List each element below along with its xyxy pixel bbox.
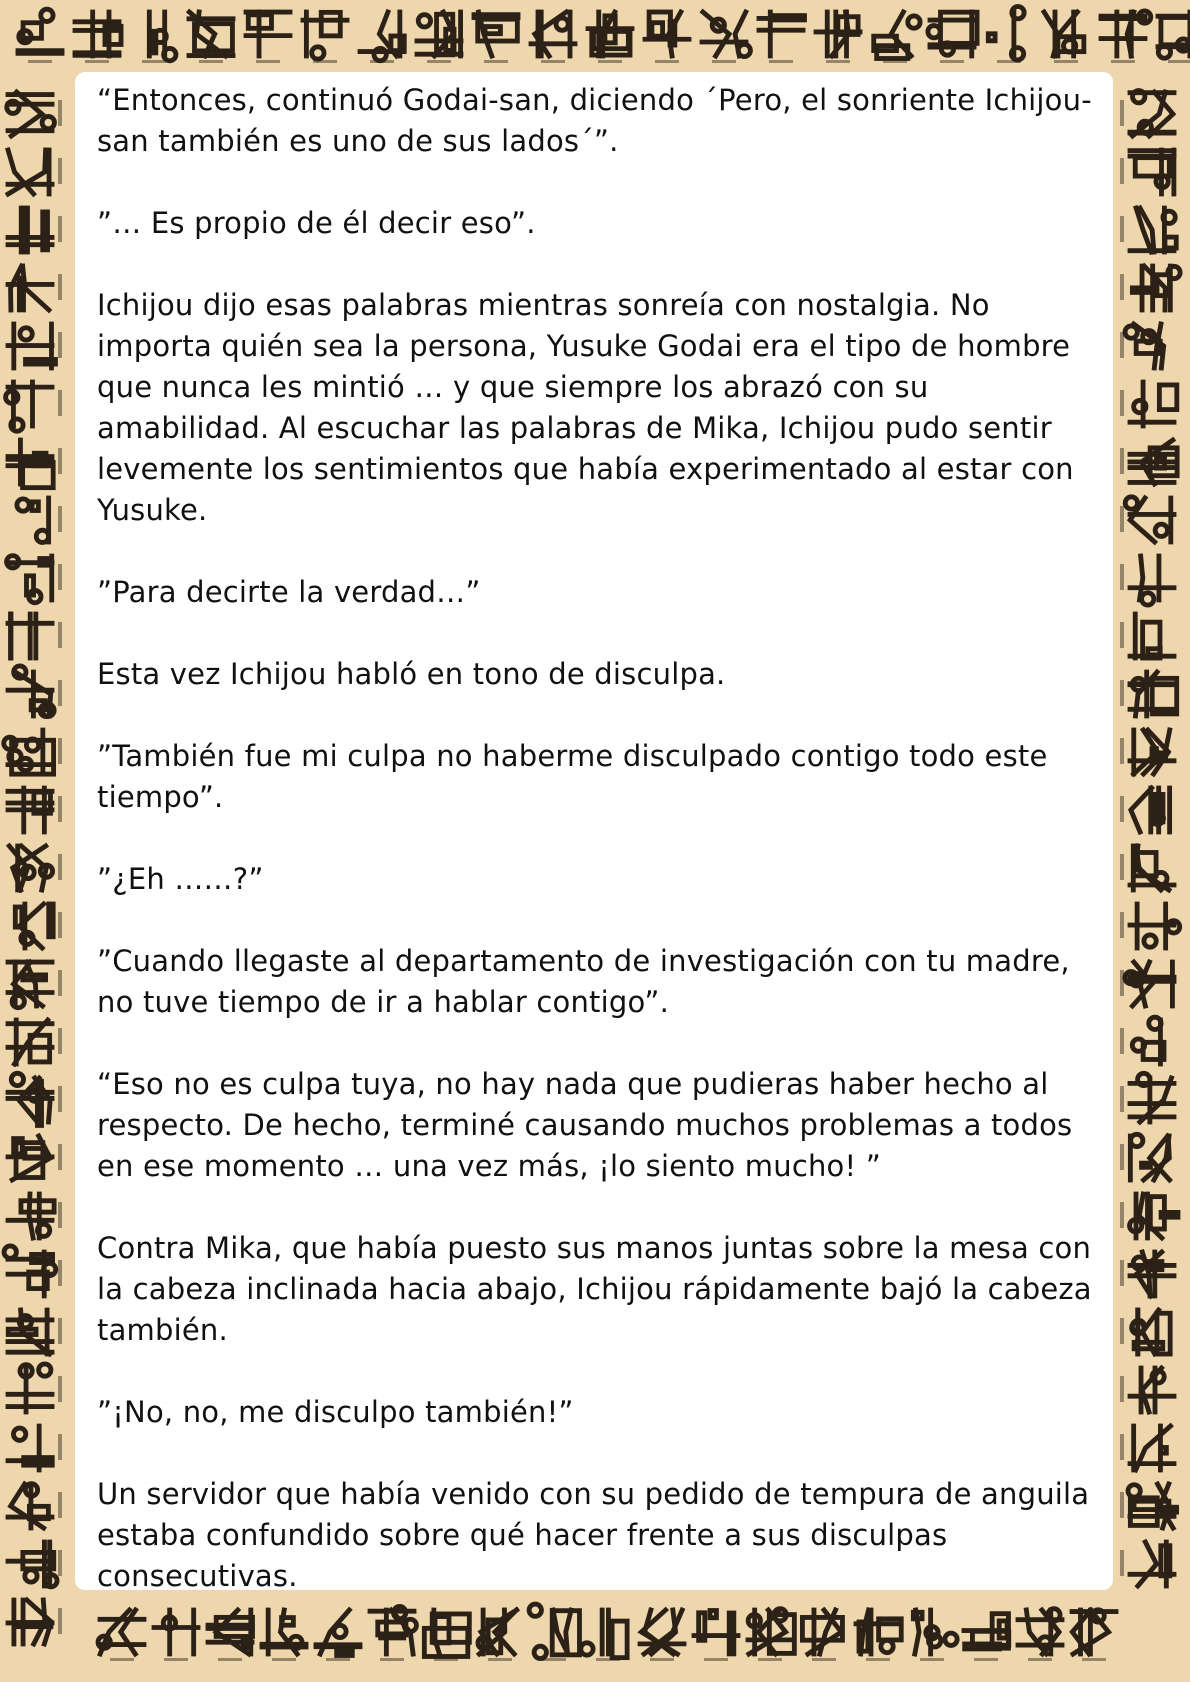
caption-marks-icon: [28, 60, 52, 63]
caption-marks-icon: [1120, 506, 1124, 532]
glyph-icon: [1130, 556, 1174, 605]
glyph-icon: [588, 12, 632, 56]
glyph-icon: [1132, 1310, 1171, 1354]
caption-marks-icon: [1120, 680, 1124, 706]
paragraph: Esta vez Ichijou habló en tono de disculpa.: [97, 657, 726, 691]
caption-marks-icon: [58, 738, 62, 764]
glyph-icon: [189, 12, 233, 56]
caption-marks-icon: [256, 60, 280, 63]
glyph-icon: [581, 1610, 627, 1658]
glyph-icon: [8, 1194, 54, 1238]
caption-marks-icon: [58, 796, 62, 822]
caption-marks-icon: [370, 60, 394, 63]
glyph-icon: [17, 498, 49, 542]
glyph-icon: [1072, 1610, 1116, 1654]
glyph-icon: [8, 962, 52, 1008]
caption-marks-icon: [1120, 448, 1124, 474]
caption-marks-icon: [1168, 60, 1190, 63]
caption-marks-icon: [58, 1028, 62, 1054]
glyph-icon: [8, 440, 53, 488]
caption-marks-icon: [712, 60, 736, 63]
glyph-icon: [7, 92, 55, 136]
glyph-icon: [8, 788, 52, 832]
paragraph: ”… Es propio de él decir eso”.: [97, 206, 536, 240]
glyph-icon: [816, 12, 860, 56]
glyph-icon: [8, 1600, 52, 1644]
glyph-icon: [1131, 788, 1170, 832]
glyph-icon: [988, 6, 1024, 59]
glyph-icon: [474, 12, 518, 56]
caption-marks-icon: [920, 1658, 944, 1661]
glyph-icon: [246, 12, 290, 56]
caption-marks-icon: [826, 60, 850, 63]
caption-marks-icon: [1028, 1658, 1052, 1661]
glyph-icon: [1130, 1194, 1178, 1238]
glyph-icon: [964, 1614, 1009, 1649]
glyph-icon: [154, 1610, 198, 1654]
caption-marks-icon: [58, 1376, 62, 1402]
caption-marks-icon: [58, 564, 62, 590]
caption-marks-icon: [164, 1658, 188, 1661]
glyph-icon: [1130, 1073, 1174, 1122]
caption-marks-icon: [1120, 970, 1124, 996]
glyph-icon: [645, 12, 689, 56]
caption-marks-icon: [596, 1658, 620, 1661]
caption-marks-icon: [769, 60, 793, 63]
glyph-icon: [8, 266, 52, 310]
glyph-icon: [7, 556, 52, 603]
glyph-icon: [8, 208, 52, 252]
paragraph: “Entonces, continuó Godai-san, diciendo ´Pero, el sonriente Ichijou-san también es uno de sus lados´”.: [97, 83, 1092, 158]
caption-marks-icon: [58, 912, 62, 938]
glyph-icon: [928, 12, 977, 56]
glyph-icon: [1130, 91, 1174, 136]
glyph-icon: [1018, 1609, 1062, 1654]
caption-marks-icon: [272, 1658, 296, 1661]
caption-marks-icon: [434, 1658, 458, 1661]
caption-marks-icon: [1120, 1550, 1124, 1576]
glyph-icon: [4, 730, 54, 774]
caption-marks-icon: [58, 970, 62, 996]
glyph-icon: [702, 12, 750, 57]
caption-marks-icon: [1120, 912, 1124, 938]
paragraph: Contra Mika, que había puesto sus manos juntas sobre la mesa con la cabeza inclinada hacia abajo, Ichijou rápidamente bajó la cabeza también.: [97, 1231, 1092, 1347]
text-page: [75, 72, 1113, 1593]
caption-marks-icon: [58, 158, 62, 184]
glyph-icon: [640, 1610, 684, 1654]
caption-marks-icon: [1111, 60, 1135, 63]
caption-marks-icon: [1120, 158, 1124, 184]
paragraph: ”¡No, no, me disculpo también!”: [97, 1395, 574, 1429]
glyph-icon: [262, 1610, 306, 1654]
glyph-icon: [8, 1136, 52, 1180]
caption-marks-icon: [427, 60, 451, 63]
caption-marks-icon: [1120, 216, 1124, 242]
glyph-icon: [1130, 904, 1180, 948]
paragraph: ”Cuando llegaste al departamento de investigación con tu madre, no tuve tiempo de ir a hablar contigo”.: [97, 944, 1070, 1019]
caption-marks-icon: [199, 60, 223, 63]
glyph-icon: [1130, 1542, 1174, 1586]
caption-marks-icon: [1120, 1376, 1124, 1402]
glyph-icon: [303, 12, 347, 59]
glyph-icon: [1130, 730, 1174, 774]
caption-marks-icon: [1120, 1434, 1124, 1460]
caption-marks-icon: [1054, 60, 1078, 63]
glyph-icon: [8, 1484, 52, 1528]
glyph-icon: [1125, 497, 1174, 542]
glyph-icon: [529, 1604, 579, 1658]
glyph-icon: [1158, 12, 1190, 58]
caption-marks-icon: [85, 60, 109, 63]
caption-marks-icon: [812, 1658, 836, 1661]
caption-marks-icon: [58, 1086, 62, 1112]
glyph-icon: [1130, 382, 1177, 426]
caption-marks-icon: [704, 1658, 728, 1661]
caption-marks-icon: [58, 506, 62, 532]
caption-marks-icon: [488, 1658, 512, 1661]
caption-marks-icon: [1120, 1086, 1124, 1112]
glyph-icon: [417, 12, 461, 56]
caption-marks-icon: [58, 390, 62, 416]
glyph-icon: [531, 12, 575, 56]
glyph-icon: [8, 614, 52, 658]
caption-marks-icon: [313, 60, 337, 63]
glyph-icon: [8, 324, 55, 368]
caption-marks-icon: [110, 1658, 134, 1661]
paragraph: ”Para decirte la verdad…”: [97, 575, 481, 609]
caption-marks-icon: [866, 1658, 890, 1661]
caption-marks-icon: [1120, 622, 1124, 648]
glyph-icon: [1130, 440, 1177, 484]
glyph-icon: [1130, 846, 1174, 890]
caption-marks-icon: [58, 854, 62, 880]
glyph-icon: [18, 9, 62, 53]
glyph-icon: [1130, 614, 1174, 658]
glyph-icon: [370, 1606, 416, 1654]
paragraph: Un servidor que había venido con su pedido de tempura de anguila estaba confundido sobre qué hacer frente a sus disculpas consecutivas.: [97, 1477, 1090, 1593]
glyph-icon: [1130, 1252, 1174, 1296]
caption-marks-icon: [58, 1318, 62, 1344]
paragraph: Ichijou dijo esas palabras mientras sonreía con nostalgia. No importa quién sea la persona, Yusuke Godai era el tipo de hombre que nunca les mintió … y que siempre los abrazó con su amabilidad. Al escuchar las palabras de Mika, Ichijou pudo sentir levemente los sentimientos que había experimentado al estar con Yusuke.: [97, 288, 1074, 527]
paragraph: ”También fue mi culpa no haberme disculpado contigo todo este tiempo”.: [97, 739, 1048, 814]
glyph-icon: [1132, 266, 1180, 310]
caption-marks-icon: [542, 1658, 566, 1661]
caption-marks-icon: [58, 1202, 62, 1228]
caption-marks-icon: [58, 622, 62, 648]
caption-marks-icon: [1120, 332, 1124, 358]
glyph-icon: [8, 1310, 52, 1354]
caption-marks-icon: [326, 1658, 350, 1661]
caption-marks-icon: [1120, 564, 1124, 590]
caption-marks-icon: [58, 448, 62, 474]
caption-marks-icon: [58, 1608, 62, 1634]
glyph-icon: [8, 1426, 52, 1470]
caption-marks-icon: [1120, 854, 1124, 880]
glyph-icon: [1130, 672, 1177, 716]
caption-marks-icon: [484, 60, 508, 63]
caption-marks-icon: [541, 60, 565, 63]
caption-marks-icon: [58, 1260, 62, 1286]
glyph-icon: [8, 1542, 57, 1587]
caption-marks-icon: [58, 1434, 62, 1460]
caption-marks-icon: [58, 1550, 62, 1576]
glyph-icon: [98, 1610, 144, 1654]
paragraph: “Eso no es culpa tuya, no hay nada que pudieras haber hecho al respecto. De hecho, terminé causando muchos problemas a todos en ese momento … una vez más, ¡lo siento mucho! ”: [97, 1067, 1073, 1183]
glyph-icon: [15, 904, 53, 948]
glyph-icon: [1125, 324, 1164, 368]
glyph-icon: [913, 1610, 957, 1654]
caption-marks-icon: [58, 100, 62, 126]
glyph-icon: [8, 666, 54, 717]
glyph-icon: [802, 1610, 842, 1654]
glyph-icon: [694, 1611, 738, 1654]
caption-marks-icon: [58, 274, 62, 300]
caption-marks-icon: [940, 60, 964, 63]
glyph-icon: [1101, 11, 1151, 56]
caption-marks-icon: [758, 1658, 782, 1661]
caption-marks-icon: [1120, 738, 1124, 764]
caption-marks-icon: [1120, 1492, 1124, 1518]
caption-marks-icon: [58, 216, 62, 242]
glyph-icon: [478, 1610, 517, 1654]
caption-marks-icon: [142, 60, 166, 63]
glyph-icon: [1130, 150, 1174, 194]
caption-marks-icon: [1120, 1144, 1124, 1170]
glyph-icon: [316, 1610, 360, 1655]
glyph-icon: [874, 12, 920, 59]
glyph-icon: [748, 1609, 794, 1654]
caption-marks-icon: [1120, 796, 1124, 822]
glyph-icon: [4, 1246, 56, 1296]
caption-marks-icon: [58, 1492, 62, 1518]
caption-marks-icon: [58, 680, 62, 706]
glyph-icon: [8, 150, 52, 194]
caption-marks-icon: [1120, 390, 1124, 416]
caption-marks-icon: [380, 1658, 404, 1661]
caption-marks-icon: [883, 60, 907, 63]
caption-marks-icon: [997, 60, 1021, 63]
glyph-icon: [360, 12, 404, 61]
caption-marks-icon: [655, 60, 679, 63]
caption-marks-icon: [650, 1658, 674, 1661]
glyph-icon: [1044, 12, 1084, 56]
glyph-icon: [8, 1073, 52, 1125]
glyph-icon: [1130, 1426, 1174, 1470]
glyph-icon: [1130, 208, 1176, 252]
paragraph: ”¿Eh ……?”: [97, 862, 264, 896]
glyph-icon: [1125, 962, 1174, 1006]
glyph-icon: [1128, 1484, 1177, 1528]
glyph-icon: [1130, 1368, 1174, 1412]
caption-marks-icon: [1120, 274, 1124, 300]
caption-marks-icon: [1120, 1202, 1124, 1228]
glyph-icon: [208, 1610, 253, 1654]
glyph-icon: [424, 1610, 469, 1656]
caption-marks-icon: [1082, 1658, 1106, 1661]
glyph-icon: [1130, 1134, 1169, 1180]
caption-marks-icon: [58, 1144, 62, 1170]
glyph-icon: [75, 12, 121, 56]
glyph-icon: [6, 382, 52, 431]
caption-marks-icon: [974, 1658, 998, 1661]
caption-marks-icon: [218, 1658, 242, 1661]
caption-marks-icon: [1120, 1028, 1124, 1054]
caption-marks-icon: [1120, 1260, 1124, 1286]
glyph-icon: [149, 12, 176, 61]
caption-marks-icon: [598, 60, 622, 63]
glyph-icon: [8, 1020, 52, 1064]
caption-marks-icon: [1120, 100, 1124, 126]
glyph-icon: [8, 1364, 52, 1412]
glyph-icon: [9, 846, 52, 890]
glyph-icon: [856, 1610, 901, 1654]
caption-marks-icon: [1120, 1318, 1124, 1344]
caption-marks-icon: [58, 332, 62, 358]
glyph-icon: [759, 12, 804, 56]
glyph-icon: [1132, 1017, 1164, 1064]
